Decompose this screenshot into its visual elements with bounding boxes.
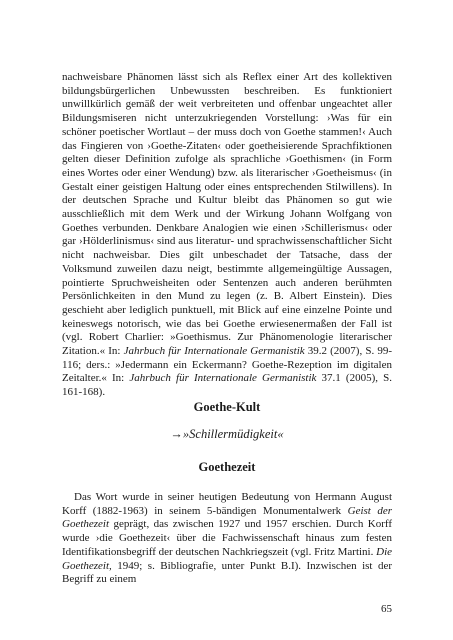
cross-reference: →»Schillermüdigkeit«: [170, 427, 284, 441]
journal-title: Jahrbuch für Internationale Germanistik: [129, 372, 317, 385]
footnote-segment: 39.2 (2007), S. 99-116; ders.: »Jedermann ein Eckermann? Goethe-Rezeption im digitalen Zeitalter.« In:: [62, 345, 393, 385]
section-heading-goethezeit: Goethezeit: [198, 460, 256, 474]
paragraph-segment: Das Wort wurde in seiner heutigen Bedeutung von Hermann August Korff (1882-1963) in seinem 5-bändigen Monumentalwerk: [62, 491, 392, 517]
journal-title: Jahrbuch für Internationale Germanistik: [123, 345, 305, 358]
body-paragraph: [62, 491, 392, 587]
footnote-text: [62, 71, 392, 400]
footnote-segment: nachweisbare Phänomen lässt sich als Reflex einer Art des kollektiven bildungsbürgerlichen Unbewussten beschreiben. Es funktioniert unwillkürlich gemäß der weit verbreiteten und offenbar ungeachtet aller Bildungsmiseren nicht unterzukriegenden Vorstellung: ›Was für ein schöner poetischer Wortlaut – der muss doch von Goethe stammen!‹ Auch das Fingieren von ›Goethe-Zitaten‹ oder goetheisierende Sprachfiktionen gelten dieser Definition zufolge als sprachliche ›Goethismen‹ (in Form eines Wortes oder einer Wendung) bzw. als literarischer ›Goetheismus‹ (in Gestalt einer geistigen Haltung oder eines entsprechenden Stilwillens). In der deutschen Sprache und Kultur bleibt das Phänomen so gut wie ausschließlich mit dem Werk und der Wirkung Johann Wolfgang von Goethes verbunden. Denkbare Analogien wie einen ›Schillerismus‹ oder gar ›Hölderlinismus‹ sind aus literatur- und sprachwissenschaftlicher Sicht nicht nachweisbar. Dies gilt unbeschadet der Tatsache, dass der Volksmund zuweilen dazu neigt, bestimmte allgemeingültige Aussagen, pointierte Spruchweisheiten oder Sentenzen auch anderen berühmten Persönlichkeiten in den Mund zu legen (z. B. Albert Einstein). Dies geschieht aber lediglich punktuell, mit Blick auf eine einzelne Pointe und keineswegs notorisch, wie das bei Goethe erwiesenermaßen der Fall ist (vgl. Robert Charlier: »Goethismus. Zur Phänomenologie literarischer Zitation.« In:: [62, 71, 392, 358]
section-heading-goethe-kult: Goethe-Kult: [193, 400, 261, 414]
footnote-segment: 37.1 (2005), S. 161-168).: [62, 372, 392, 399]
paragraph-segment: geprägt, das zwischen 1927 und 1957 erschien. Durch Korff wurde ›die Goethezeit‹ über die Fachwissenschaft hinaus zum festen Identifikationsbegriff der deutschen Nachkriegszeit (vgl. Fritz Martini.: [62, 518, 392, 558]
page-number: 65: [381, 603, 392, 615]
work-title: Geist der Goethezeit: [62, 504, 393, 531]
work-title: Die Goethezeit,: [62, 545, 393, 572]
paragraph-segment: 1949; s. Bibliografie, unter Punkt B.I). Inzwischen ist der Begriff zu einem: [62, 559, 392, 586]
